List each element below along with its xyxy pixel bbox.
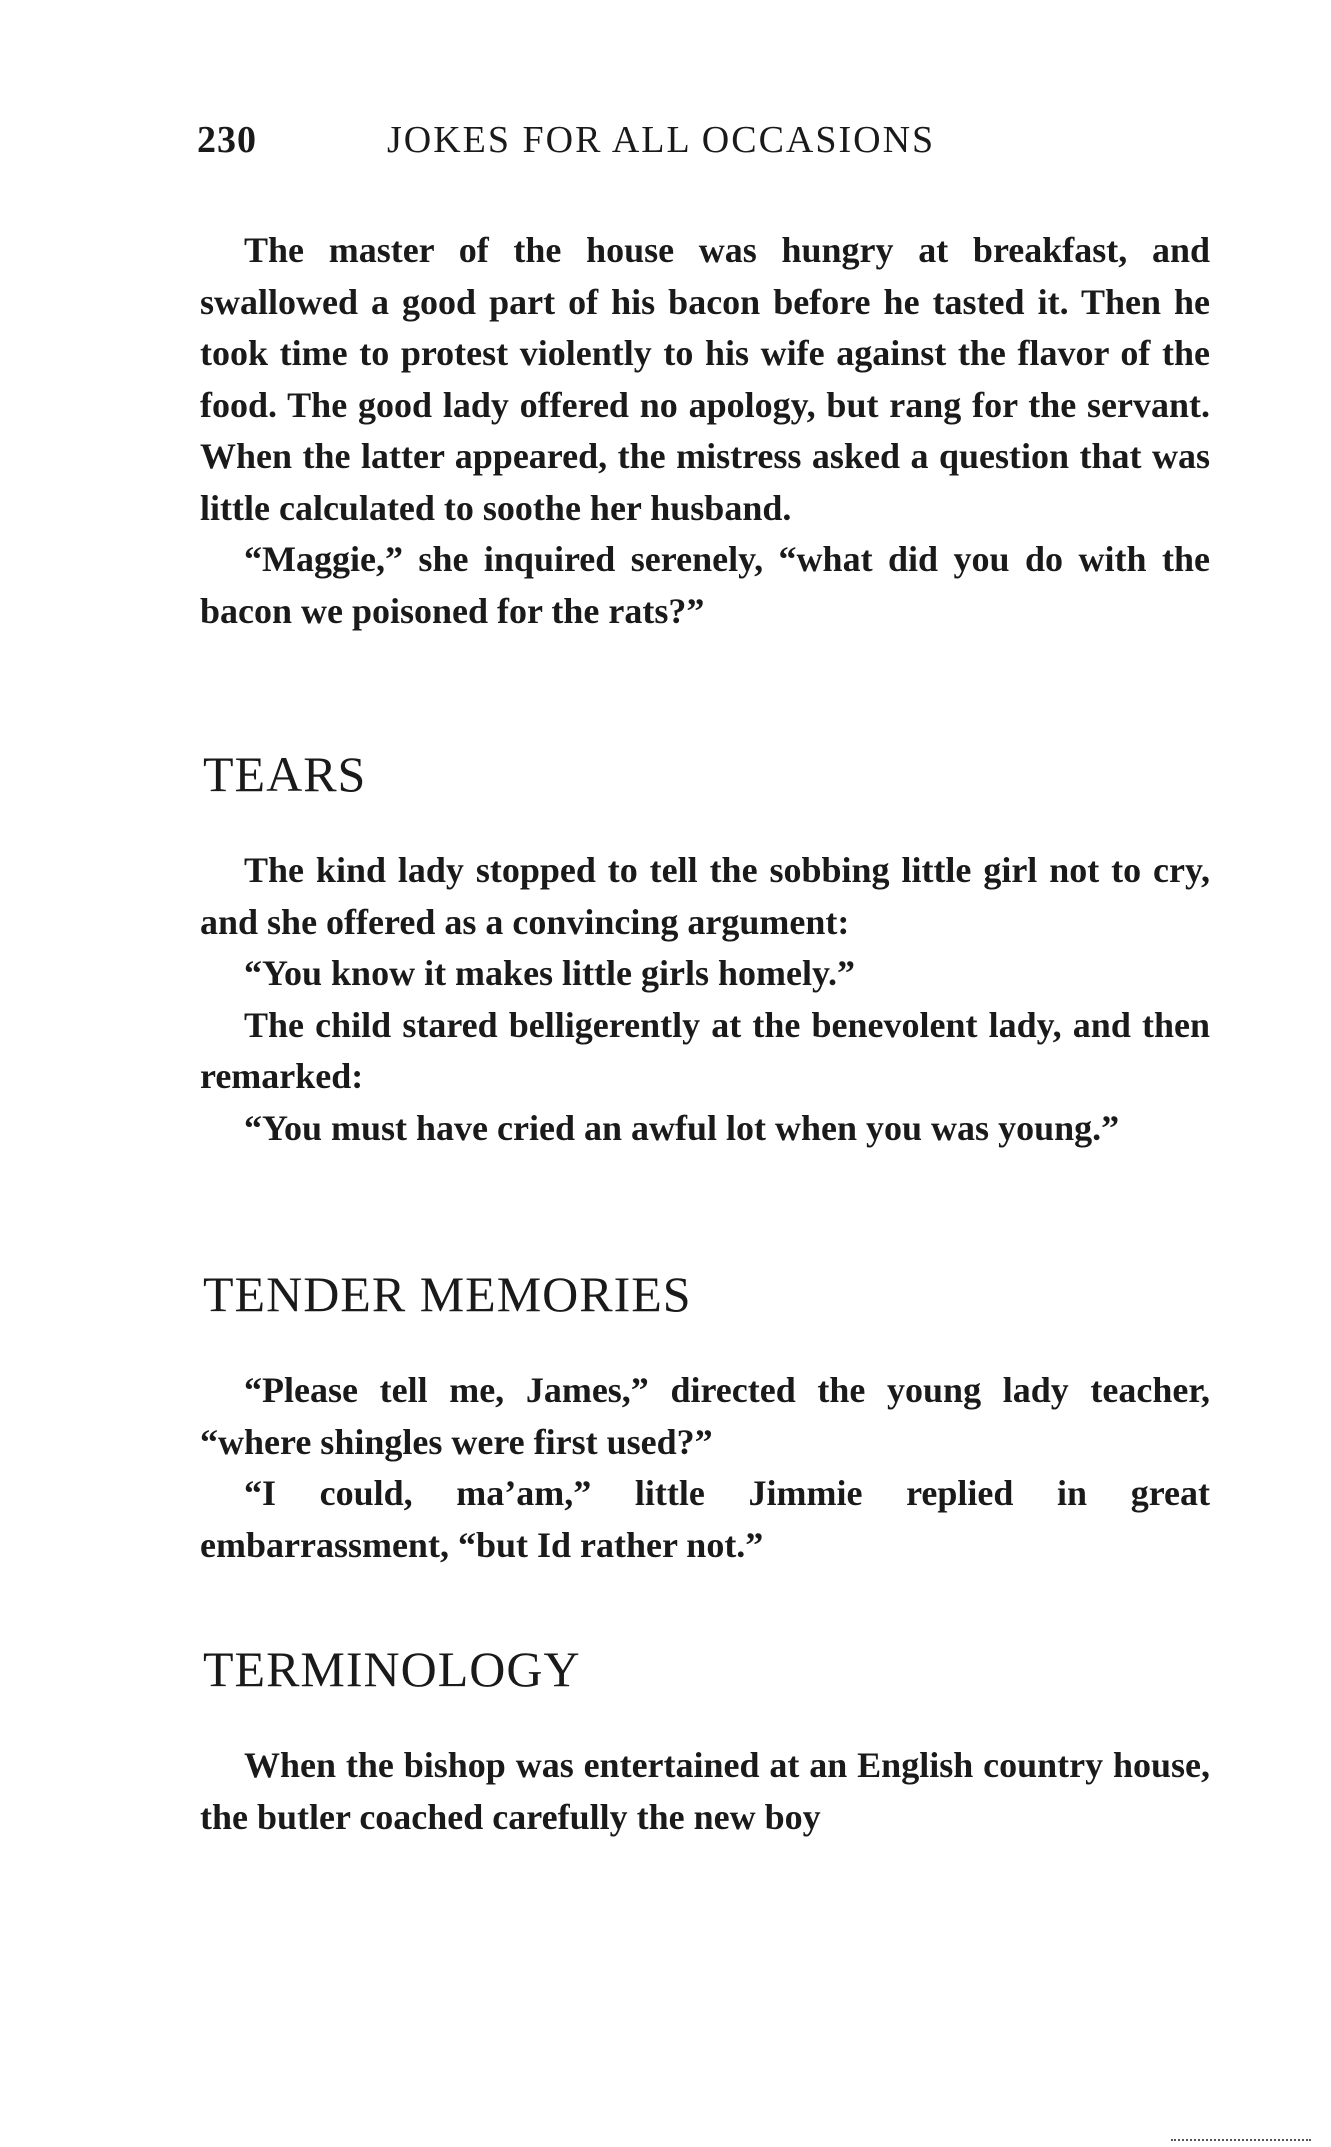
paragraph: The kind lady stopped to tell the sobbing little girl not to cry, and she offered as a convincing argument: bbox=[200, 850, 1210, 942]
paragraph: “Please tell me, James,” directed the young lady teacher, “where shingles were first used?” bbox=[200, 1370, 1210, 1462]
section-heading-tender-memories: TENDER MEMORIES bbox=[203, 1266, 692, 1322]
paragraph: “I could, ma’am,” little Jimmie replied in great embarrassment, “but Id rather not.” bbox=[200, 1473, 1210, 1565]
joke-text-terminology bbox=[200, 1740, 1210, 1843]
book-title: JOKES FOR ALL OCCASIONS bbox=[387, 119, 936, 161]
paragraph: “You must have cried an awful lot when you was young.” bbox=[244, 1107, 1120, 1148]
section-heading-tears: TEARS bbox=[203, 746, 367, 802]
paragraph: “Maggie,” she inquired serenely, “what did you do with the bacon we poisoned for the rats?” bbox=[200, 539, 1210, 631]
footer-dotted-rule bbox=[1171, 2139, 1311, 2141]
paragraph: “You know it makes little girls homely.” bbox=[244, 953, 856, 993]
paragraph: The child stared belligerently at the benevolent lady, and then remarked: bbox=[200, 1004, 1210, 1096]
joke-text-bacon bbox=[200, 225, 1210, 637]
section-heading-terminology: TERMINOLOGY bbox=[203, 1641, 581, 1697]
joke-text-tears bbox=[200, 845, 1210, 1154]
joke-text-tender-memories bbox=[200, 1365, 1210, 1571]
paragraph: The master of the house was hungry at breakfast, and swallowed a good part of his bacon before he tasted it. Then he took time to protest violently to his wife against the flavor of the food. The good lady offered no apology, but rang for the servant. When the latter appeared, the mistress asked a question that was little calculated to soothe her husband. bbox=[200, 230, 1210, 528]
running-head bbox=[197, 118, 1017, 168]
page-number: 230 bbox=[197, 119, 257, 161]
paragraph: When the bishop was entertained at an English country house, the butler coached carefully the new boy bbox=[200, 1745, 1210, 1837]
